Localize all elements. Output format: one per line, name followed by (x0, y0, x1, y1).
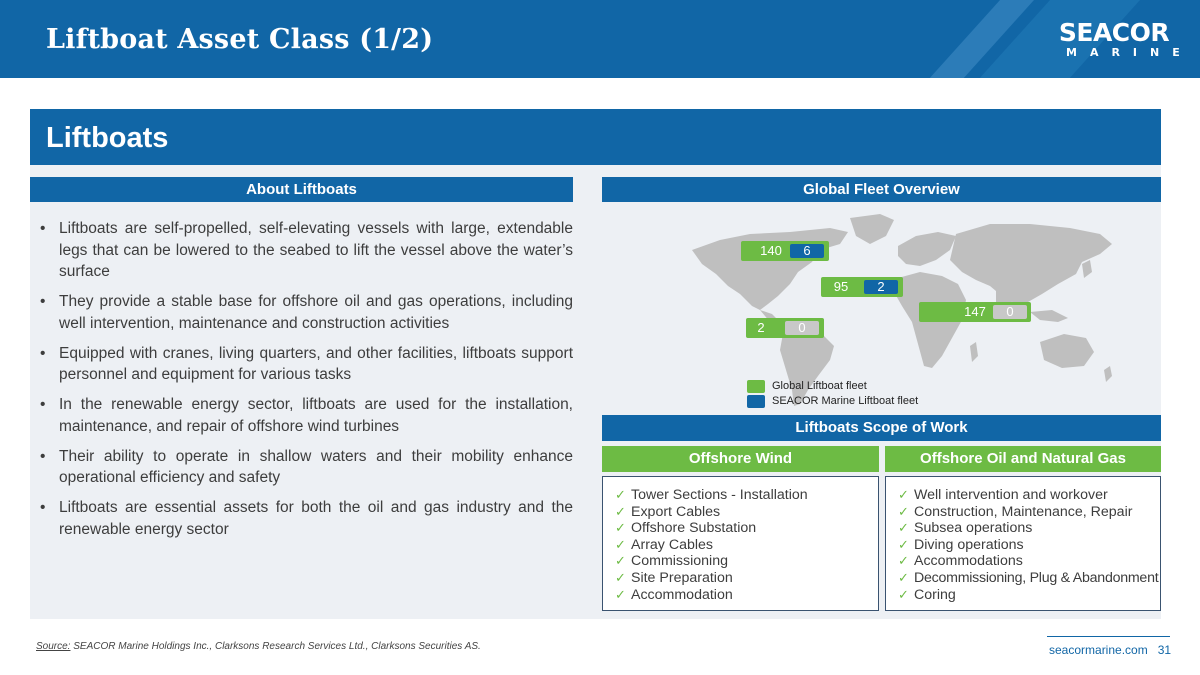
checkmark-icon: ✓ (898, 586, 909, 602)
scope-item (613, 504, 878, 521)
scope-item (896, 504, 1160, 521)
seacor-fleet-count: 0 (785, 321, 819, 335)
scope-item (613, 487, 878, 504)
scope-item-label: Array Cables (631, 536, 714, 553)
section-title: Liftboats (46, 122, 169, 154)
scope-item (613, 553, 878, 570)
scope-item-label: Site Preparation (631, 569, 733, 586)
oil-gas-list (886, 477, 1160, 603)
checkmark-icon: ✓ (898, 520, 909, 536)
scope-item (896, 587, 1160, 604)
offshore-wind-list (603, 477, 878, 603)
checkmark-icon: ✓ (898, 536, 909, 552)
offshore-wind-box (602, 476, 879, 611)
section-banner (30, 109, 1161, 165)
scope-item-label: Subsea operations (914, 520, 1033, 537)
checkmark-icon: ✓ (615, 553, 626, 569)
source-note (36, 641, 481, 652)
seacor-marine-logo (1056, 18, 1193, 60)
scope-item (613, 587, 878, 604)
oil-gas-box (885, 476, 1161, 611)
page-number: 31 (1157, 643, 1172, 657)
map-new-zealand (1104, 366, 1112, 382)
about-bullet: • Liftboats are self-propelled, self-elevating vessels with large, extendable legs that can be lowered to the seabed to lift the vessel above the water’s surface (40, 218, 573, 283)
map-australia (1040, 334, 1094, 368)
about-bullet: • Liftboats are essential assets for both the oil and gas industry and the renewable energy sector (40, 497, 573, 540)
website-link[interactable]: seacormarine.com (1049, 643, 1148, 657)
global-fleet-count: 95 (833, 279, 849, 294)
map-japan (1082, 260, 1092, 278)
fleet-label-north-america (741, 241, 829, 261)
offshore-wind-heading: Offshore Wind (602, 446, 879, 472)
about-heading: About Liftboats (30, 177, 573, 202)
checkmark-icon: ✓ (898, 569, 909, 585)
map-greenland (850, 214, 894, 244)
legend-label: SEACOR Marine Liftboat fleet (772, 395, 919, 407)
global-fleet-count: 147 (964, 304, 986, 319)
seacor-fleet-count: 2 (864, 280, 898, 294)
source-label: Source: (36, 641, 71, 652)
checkmark-icon: ✓ (898, 487, 909, 502)
about-bullet: • Their ability to operate in shallow waters and their mobility enhance operational efficiency and safety (40, 446, 573, 489)
scope-item (613, 537, 878, 554)
footer-right (1049, 643, 1171, 657)
scope-item-label: Coring (914, 586, 956, 603)
checkmark-icon: ✓ (615, 586, 626, 602)
legend-seacor (747, 394, 918, 409)
about-bullet: • Equipped with cranes, living quarters, and other facilities, liftboats support personnel and equipment for various tasks (40, 343, 573, 386)
scope-item (896, 520, 1160, 537)
checkmark-icon: ✓ (615, 520, 626, 536)
about-bullet-list (40, 218, 573, 549)
checkmark-icon: ✓ (898, 553, 909, 569)
checkmark-icon: ✓ (615, 503, 626, 519)
source-text: SEACOR Marine Holdings Inc., Clarksons Research Services Ltd., Clarksons Securities AS. (70, 641, 481, 652)
scope-item (896, 487, 1160, 504)
legend-global (747, 379, 918, 394)
scope-item-label: Construction, Maintenance, Repair (914, 503, 1133, 520)
about-bullet: • In the renewable energy sector, liftboats are used for the installation, maintenance, and repair of offshore wind turbines (40, 394, 573, 437)
scope-item-label: Offshore Substation (631, 520, 757, 537)
scope-item (896, 570, 1160, 587)
map-legend (747, 379, 918, 409)
oil-gas-heading: Offshore Oil and Natural Gas (885, 446, 1161, 472)
fleet-label-middle-east-asia (919, 302, 1031, 322)
checkmark-icon: ✓ (615, 487, 626, 502)
scope-item-label: Export Cables (631, 503, 721, 520)
page-title: Liftboat Asset Class (1/2) (46, 24, 434, 55)
logo-wordmark: SEACOR (1058, 18, 1170, 47)
checkmark-icon: ✓ (615, 536, 626, 552)
scope-item-label: Decommissioning, Plug & Abandonment (914, 569, 1159, 586)
about-bullet: • They provide a stable base for offshore oil and gas operations, including well intervention, maintenance and construction activities (40, 291, 573, 334)
scope-item-label: Accommodation (631, 586, 733, 603)
seacor-fleet-count: 0 (993, 305, 1027, 319)
scope-item (613, 520, 878, 537)
global-fleet-count: 2 (757, 320, 765, 335)
legend-swatch-blue (747, 395, 765, 408)
map-se-asia (1030, 310, 1068, 322)
legend-swatch-green (747, 380, 765, 393)
header-bar (0, 0, 1200, 78)
fleet-label-west-africa (821, 277, 903, 297)
map-europe (898, 232, 956, 266)
global-fleet-count: 140 (760, 243, 782, 258)
map-madagascar (970, 342, 978, 362)
scope-item-label: Commissioning (631, 553, 728, 570)
scope-heading: Liftboats Scope of Work (602, 415, 1161, 441)
legend-label: Global Liftboat fleet (772, 380, 867, 392)
checkmark-icon: ✓ (615, 569, 626, 585)
scope-item-label: Accommodations (914, 553, 1023, 570)
fleet-label-south-america (746, 318, 824, 338)
seacor-fleet-count: 6 (790, 244, 824, 258)
fleet-heading: Global Fleet Overview (602, 177, 1161, 202)
footer-divider (1047, 636, 1170, 637)
checkmark-icon: ✓ (898, 503, 909, 519)
scope-item (896, 537, 1160, 554)
logo-subtitle: MARINE (1066, 46, 1193, 59)
scope-item (896, 553, 1160, 570)
scope-item (613, 570, 878, 587)
scope-item-label: Well intervention and workover (914, 487, 1108, 503)
scope-item-label: Diving operations (914, 536, 1024, 553)
scope-item-label: Tower Sections - Installation (631, 487, 808, 503)
